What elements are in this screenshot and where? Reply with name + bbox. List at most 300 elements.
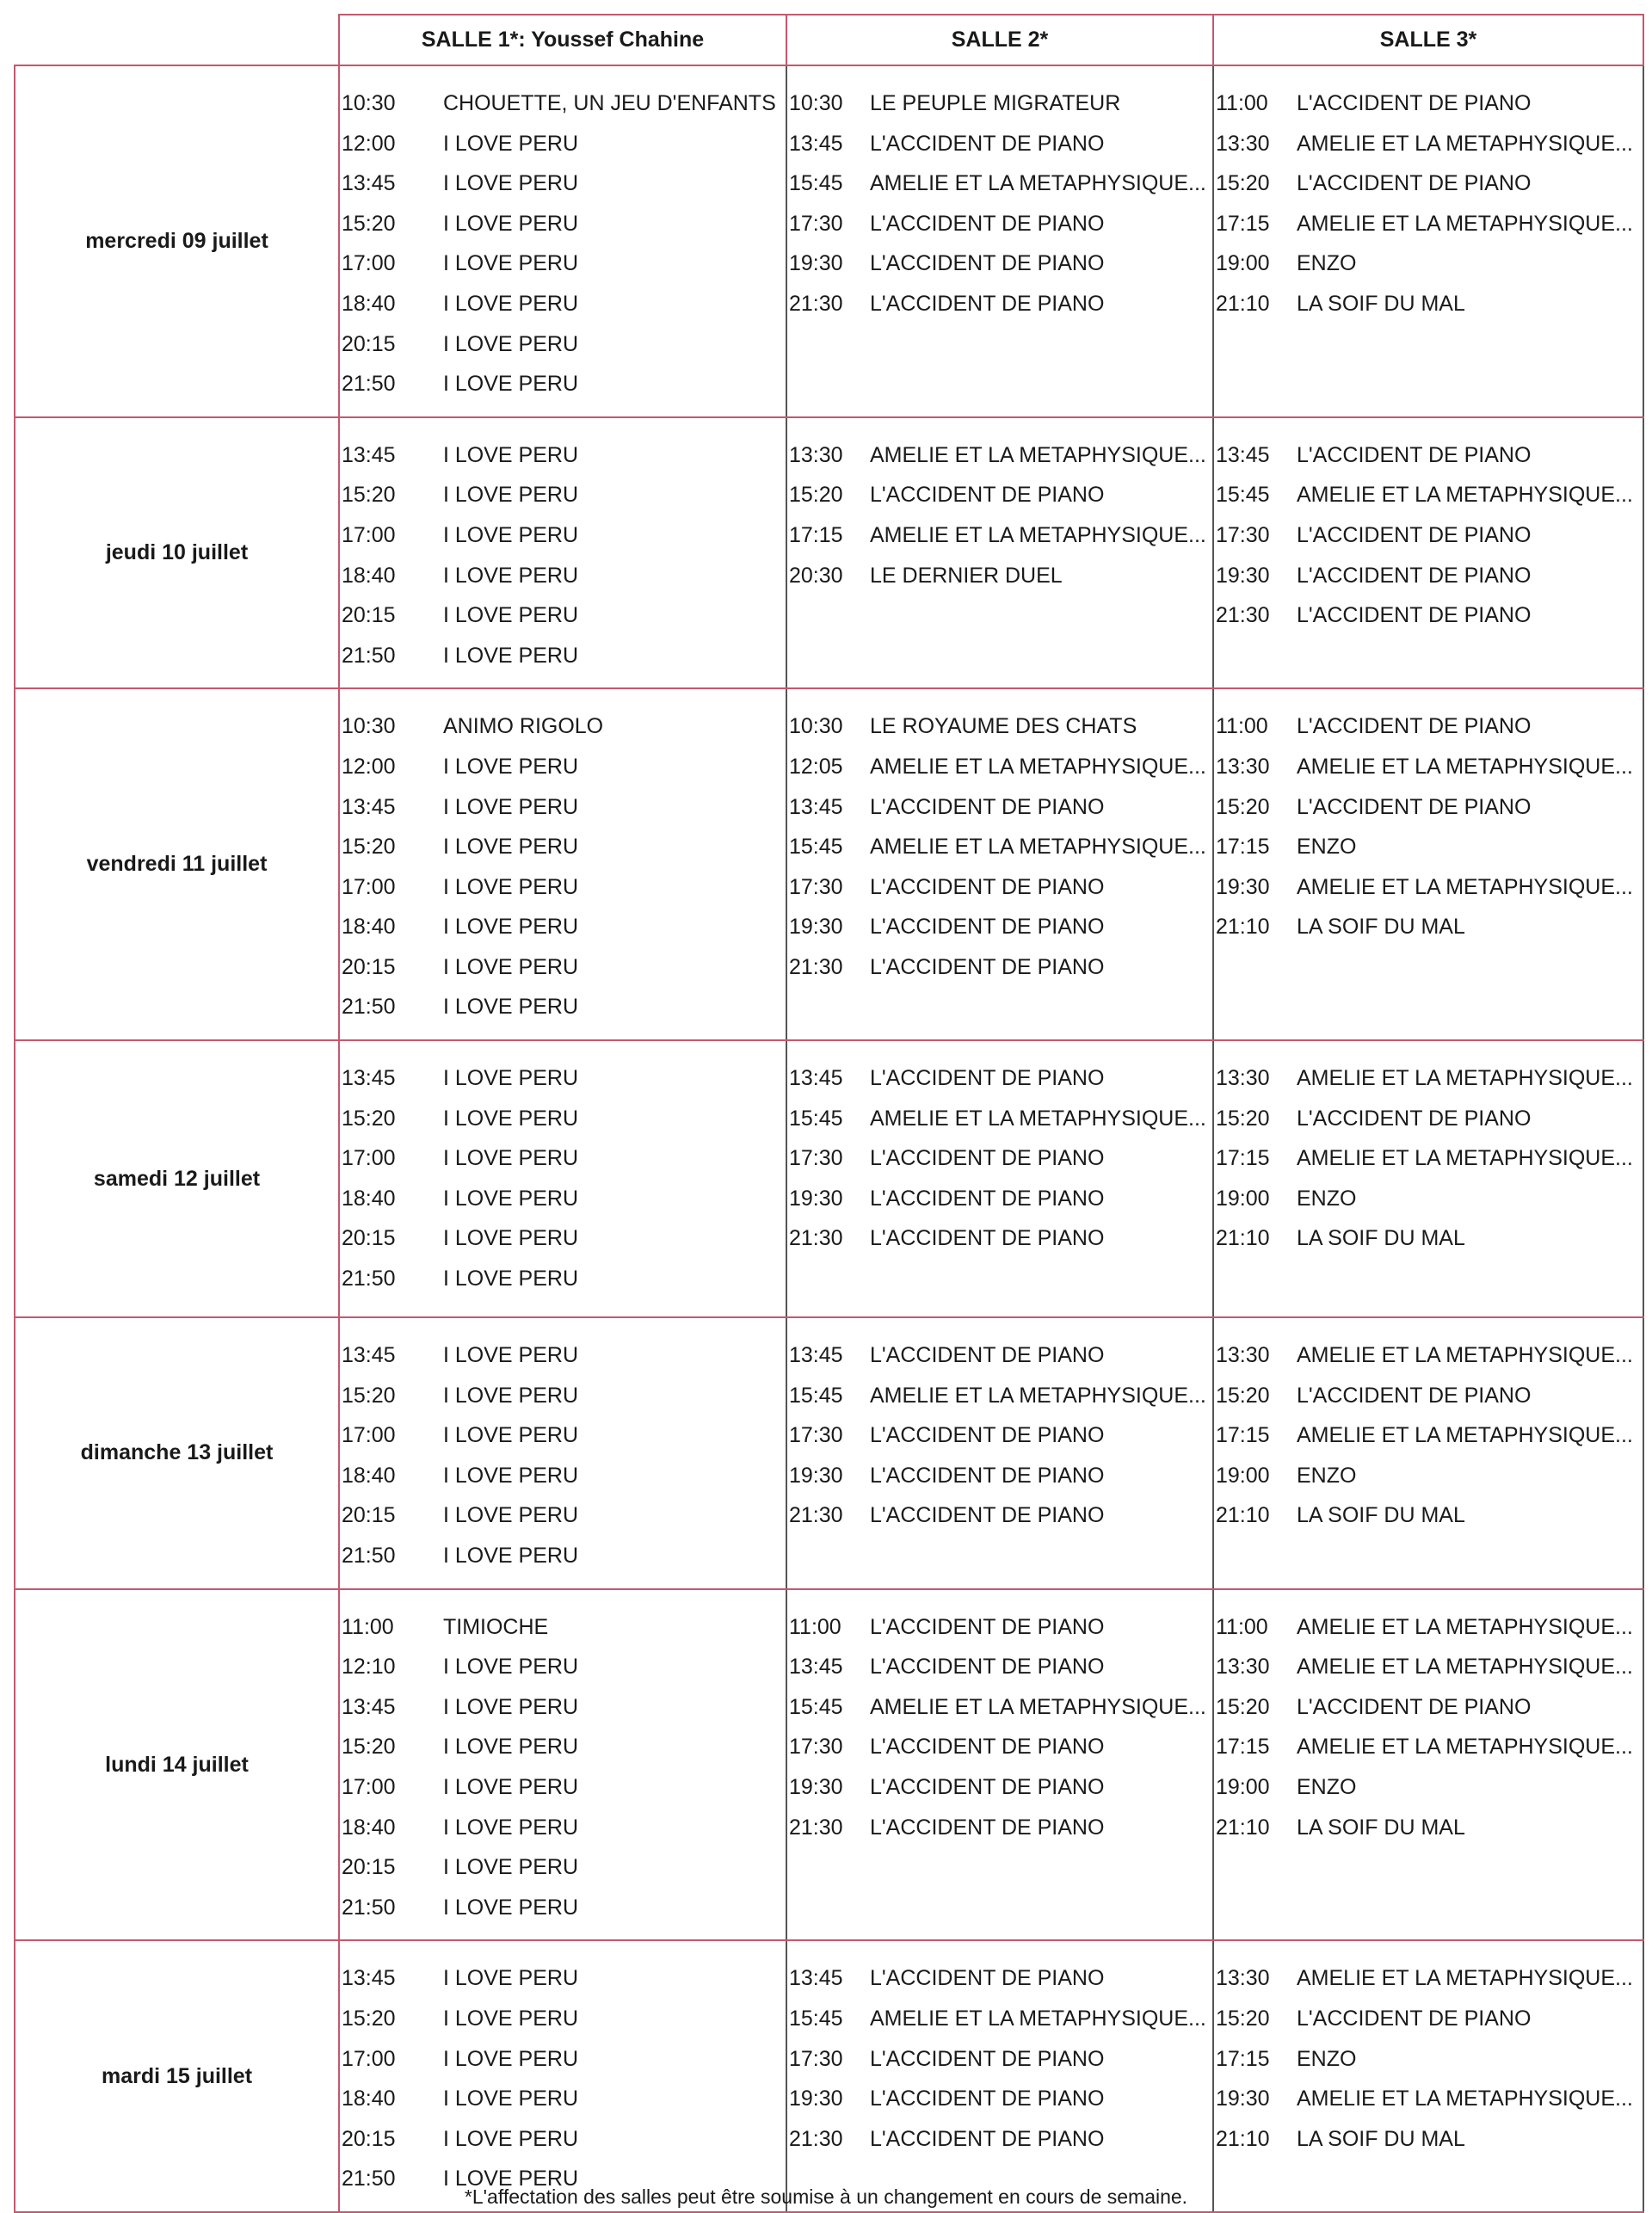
- film-title: I LOVE PERU: [443, 291, 578, 316]
- showtime-list: [787, 689, 1212, 999]
- showtime-item: [1214, 1767, 1643, 1808]
- film-title: I LOVE PERU: [443, 1855, 578, 1880]
- film-title: L'ACCIDENT DE PIANO: [870, 483, 1105, 508]
- film-title: L'ACCIDENT DE PIANO: [1297, 714, 1532, 739]
- showtime-time: 21:10: [1216, 2126, 1270, 2151]
- showtime-list: [1214, 689, 1643, 959]
- showtime-item: [1214, 1607, 1643, 1648]
- showtime-time: 15:45: [789, 1694, 843, 1719]
- showtime-item: [1214, 827, 1643, 867]
- film-title: I LOVE PERU: [443, 522, 578, 547]
- film-title: L'ACCIDENT DE PIANO: [1297, 522, 1532, 547]
- film-title: L'ACCIDENT DE PIANO: [870, 1966, 1105, 1991]
- film-title: ENZO: [1297, 2046, 1357, 2071]
- showtime-item: [787, 243, 1212, 284]
- showtime-time: 20:15: [342, 1503, 396, 1528]
- day-row: [15, 1317, 1643, 1589]
- showtime-item: [340, 2079, 786, 2119]
- showtime-item: [787, 1767, 1212, 1808]
- film-title: L'ACCIDENT DE PIANO: [1297, 1106, 1532, 1131]
- showtime-list: [1214, 1041, 1643, 1271]
- showtime-time: 20:15: [342, 954, 396, 979]
- showtime-list: [340, 1590, 786, 1940]
- showtime-item: [1214, 435, 1643, 476]
- showtime-time: 21:50: [342, 995, 396, 1020]
- showtime-item: [787, 1687, 1212, 1728]
- showtime-item: [340, 1607, 786, 1648]
- showtime-time: 17:30: [789, 874, 843, 899]
- showtime-item: [787, 1958, 1212, 1999]
- film-title: I LOVE PERU: [443, 1694, 578, 1719]
- showtime-item: [787, 435, 1212, 476]
- film-title: I LOVE PERU: [443, 1966, 578, 1991]
- showtime-time: 19:30: [789, 2087, 843, 2111]
- showtime-time: 12:05: [789, 754, 843, 779]
- film-title: AMELIE ET LA METAPHYSIQUE...: [1297, 1423, 1633, 1448]
- showtime-item: [340, 1999, 786, 2039]
- showtime-item: [787, 2079, 1212, 2119]
- showtime-time: 17:00: [342, 522, 396, 547]
- film-title: L'ACCIDENT DE PIANO: [870, 1614, 1105, 1639]
- showtime-time: 15:20: [1216, 1383, 1270, 1408]
- showtime-list: [340, 66, 786, 416]
- showtime-item: [340, 1456, 786, 1496]
- showtime-time: 21:30: [789, 954, 843, 979]
- showtime-list: [787, 1041, 1212, 1271]
- showtime-time: 13:30: [1216, 1343, 1270, 1368]
- showtime-item: [1214, 2039, 1643, 2080]
- film-title: I LOVE PERU: [443, 954, 578, 979]
- showtime-time: 15:20: [1216, 2006, 1270, 2031]
- showtime-list: [1214, 1318, 1643, 1548]
- showtime-item: [787, 515, 1212, 556]
- day-row: [15, 417, 1643, 689]
- film-title: AMELIE ET LA METAPHYSIQUE...: [870, 835, 1206, 860]
- showtime-time: 17:30: [789, 2046, 843, 2071]
- film-title: I LOVE PERU: [443, 1106, 578, 1131]
- film-title: L'ACCIDENT DE PIANO: [870, 131, 1105, 156]
- day-row: [15, 1589, 1643, 1941]
- showtime-item: [340, 706, 786, 747]
- film-title: I LOVE PERU: [443, 1267, 578, 1291]
- showtime-item: [340, 1138, 786, 1179]
- salle-1-cell: [339, 1940, 786, 2212]
- showtime-item: [1214, 1456, 1643, 1496]
- showtime-time: 19:30: [789, 251, 843, 276]
- day-label: dimanche 13 juillet: [15, 1317, 339, 1589]
- salle-3-cell: [1213, 1317, 1643, 1589]
- showtime-time: 13:30: [1216, 1655, 1270, 1680]
- film-title: AMELIE ET LA METAPHYSIQUE...: [1297, 2087, 1633, 2111]
- header-corner: [15, 15, 339, 65]
- salle-2-cell: [786, 1040, 1213, 1317]
- showtime-item: [340, 1888, 786, 1928]
- showtime-item: [340, 163, 786, 204]
- showtime-item: [1214, 747, 1643, 787]
- showtime-item: [1214, 243, 1643, 284]
- showtime-time: 17:00: [342, 1775, 396, 1799]
- showtime-item: [787, 907, 1212, 947]
- film-title: L'ACCIDENT DE PIANO: [870, 1815, 1105, 1840]
- showtime-item: [787, 83, 1212, 124]
- showtime-time: 17:30: [789, 1735, 843, 1760]
- showtime-time: 17:15: [789, 522, 843, 547]
- showtime-item: [787, 2039, 1212, 2080]
- showtime-time: 13:30: [789, 442, 843, 467]
- showtime-item: [787, 1138, 1212, 1179]
- showtime-item: [1214, 1218, 1643, 1259]
- showtime-item: [1214, 1138, 1643, 1179]
- film-title: L'ACCIDENT DE PIANO: [1297, 1694, 1532, 1719]
- film-title: ANIMO RIGOLO: [443, 714, 604, 739]
- film-title: I LOVE PERU: [443, 1503, 578, 1528]
- salle-3-cell: [1213, 688, 1643, 1040]
- showtime-item: [787, 1179, 1212, 1219]
- showtime-time: 11:00: [1216, 91, 1268, 115]
- showtime-time: 21:50: [342, 643, 396, 668]
- film-title: LE ROYAUME DES CHATS: [870, 714, 1137, 739]
- film-title: L'ACCIDENT DE PIANO: [870, 1735, 1105, 1760]
- showtime-item: [340, 947, 786, 988]
- showtime-time: 18:40: [342, 2087, 396, 2111]
- showtime-time: 18:40: [342, 1815, 396, 1840]
- film-title: I LOVE PERU: [443, 1463, 578, 1488]
- showtime-item: [787, 706, 1212, 747]
- showtime-time: 19:30: [789, 1186, 843, 1211]
- showtime-item: [340, 1058, 786, 1099]
- film-title: L'ACCIDENT DE PIANO: [1297, 442, 1532, 467]
- film-title: I LOVE PERU: [443, 1735, 578, 1760]
- showtime-time: 19:00: [1216, 1463, 1270, 1488]
- showtime-time: 12:00: [342, 131, 396, 156]
- showtime-time: 15:20: [1216, 794, 1270, 819]
- film-title: ENZO: [1297, 1463, 1357, 1488]
- showtime-time: 17:00: [342, 2046, 396, 2071]
- film-title: AMELIE ET LA METAPHYSIQUE...: [1297, 131, 1633, 156]
- showtime-time: 21:50: [342, 1544, 396, 1569]
- showtime-time: 20:15: [342, 603, 396, 628]
- film-title: LA SOIF DU MAL: [1297, 1226, 1465, 1251]
- film-title: L'ACCIDENT DE PIANO: [870, 794, 1105, 819]
- showtime-item: [340, 1647, 786, 1687]
- showtime-item: [340, 1847, 786, 1888]
- film-title: I LOVE PERU: [443, 1226, 578, 1251]
- film-title: L'ACCIDENT DE PIANO: [870, 2087, 1105, 2111]
- film-title: AMELIE ET LA METAPHYSIQUE...: [1297, 1966, 1633, 1991]
- film-title: L'ACCIDENT DE PIANO: [870, 1655, 1105, 1680]
- film-title: ENZO: [1297, 1775, 1357, 1799]
- showtime-time: 13:45: [789, 1966, 843, 1991]
- film-title: I LOVE PERU: [443, 2046, 578, 2071]
- showtime-time: 13:45: [342, 1966, 396, 1991]
- film-title: AMELIE ET LA METAPHYSIQUE...: [1297, 1343, 1633, 1368]
- showtime-item: [1214, 867, 1643, 908]
- showtime-time: 10:30: [789, 91, 843, 115]
- salle-2-cell: [786, 688, 1213, 1040]
- showtime-item: [1214, 1808, 1643, 1848]
- showtime-item: [340, 1335, 786, 1376]
- day-label: mardi 15 juillet: [15, 1940, 339, 2212]
- showtime-list: [340, 689, 786, 1039]
- film-title: I LOVE PERU: [443, 1544, 578, 1569]
- showtime-item: [340, 2119, 786, 2160]
- showtime-item: [1214, 907, 1643, 947]
- film-title: I LOVE PERU: [443, 483, 578, 508]
- film-title: I LOVE PERU: [443, 442, 578, 467]
- showtime-item: [787, 1456, 1212, 1496]
- day-row: [15, 65, 1643, 417]
- salle-1-cell: [339, 1589, 786, 1941]
- film-title: L'ACCIDENT DE PIANO: [1297, 794, 1532, 819]
- showtime-time: 17:00: [342, 874, 396, 899]
- showtime-item: [340, 556, 786, 596]
- film-title: L'ACCIDENT DE PIANO: [1297, 603, 1532, 628]
- showtime-time: 21:50: [342, 372, 396, 397]
- schedule-body: [15, 65, 1643, 2212]
- showtime-item: [1214, 1999, 1643, 2039]
- film-title: I LOVE PERU: [443, 1343, 578, 1368]
- showtime-time: 18:40: [342, 291, 396, 316]
- day-label: lundi 14 juillet: [15, 1589, 339, 1941]
- showtime-time: 19:00: [1216, 1186, 1270, 1211]
- showtime-item: [1214, 1495, 1643, 1536]
- film-title: CHOUETTE, UN JEU D'ENFANTS: [443, 91, 776, 115]
- film-title: L'ACCIDENT DE PIANO: [1297, 1383, 1532, 1408]
- film-title: AMELIE ET LA METAPHYSIQUE...: [870, 1694, 1206, 1719]
- showtime-item: [340, 364, 786, 404]
- film-title: L'ACCIDENT DE PIANO: [870, 1146, 1105, 1171]
- showtime-time: 21:10: [1216, 915, 1270, 940]
- film-title: I LOVE PERU: [443, 1895, 578, 1920]
- film-title: ENZO: [1297, 1186, 1357, 1211]
- film-title: L'ACCIDENT DE PIANO: [1297, 171, 1532, 196]
- showtime-item: [787, 1808, 1212, 1848]
- film-title: L'ACCIDENT DE PIANO: [870, 211, 1105, 236]
- film-title: TIMIOCHE: [443, 1614, 549, 1639]
- showtime-time: 17:15: [1216, 1735, 1270, 1760]
- film-title: LA SOIF DU MAL: [1297, 2126, 1465, 2151]
- salle-1-cell: [339, 417, 786, 689]
- showtime-item: [787, 124, 1212, 164]
- film-title: AMELIE ET LA METAPHYSIQUE...: [1297, 874, 1633, 899]
- film-title: I LOVE PERU: [443, 1383, 578, 1408]
- showtime-time: 13:30: [1216, 131, 1270, 156]
- showtime-time: 15:20: [1216, 1106, 1270, 1131]
- day-label: vendredi 11 juillet: [15, 688, 339, 1040]
- showtime-item: [1214, 124, 1643, 164]
- showtime-item: [1214, 163, 1643, 204]
- film-title: I LOVE PERU: [443, 995, 578, 1020]
- showtime-time: 17:15: [1216, 1146, 1270, 1171]
- film-title: L'ACCIDENT DE PIANO: [870, 251, 1105, 276]
- showtime-item: [787, 1727, 1212, 1767]
- showtime-time: 13:30: [1216, 1066, 1270, 1091]
- showtime-item: [787, 1058, 1212, 1099]
- showtime-list: [1214, 1590, 1643, 1860]
- film-title: I LOVE PERU: [443, 1186, 578, 1211]
- film-title: LA SOIF DU MAL: [1297, 915, 1465, 940]
- film-title: I LOVE PERU: [443, 2126, 578, 2151]
- film-title: L'ACCIDENT DE PIANO: [870, 1775, 1105, 1799]
- showtime-time: 15:20: [789, 483, 843, 508]
- showtime-item: [1214, 204, 1643, 244]
- showtime-item: [787, 163, 1212, 204]
- showtime-list: [1214, 1941, 1643, 2171]
- header-salle-3: SALLE 3*: [1213, 15, 1643, 65]
- showtime-item: [1214, 2119, 1643, 2160]
- showtime-item: [340, 636, 786, 676]
- showtime-time: 15:20: [342, 211, 396, 236]
- showtime-item: [340, 867, 786, 908]
- showtime-time: 21:30: [789, 1226, 843, 1251]
- showtime-time: 13:45: [342, 442, 396, 467]
- film-title: LA SOIF DU MAL: [1297, 1815, 1465, 1840]
- film-title: L'ACCIDENT DE PIANO: [870, 2046, 1105, 2071]
- showtime-item: [787, 556, 1212, 596]
- showtime-time: 11:00: [789, 1614, 841, 1639]
- showtime-item: [1214, 787, 1643, 828]
- showtime-item: [340, 747, 786, 787]
- showtime-time: 21:30: [789, 2126, 843, 2151]
- showtime-time: 21:30: [1216, 603, 1270, 628]
- showtime-time: 10:30: [342, 91, 396, 115]
- showtime-time: 13:45: [789, 1343, 843, 1368]
- film-title: I LOVE PERU: [443, 251, 578, 276]
- salle-2-cell: [786, 417, 1213, 689]
- showtime-item: [340, 1808, 786, 1848]
- showtime-time: 17:30: [789, 1146, 843, 1171]
- showtime-time: 17:30: [789, 211, 843, 236]
- showtime-time: 21:50: [342, 2167, 396, 2191]
- showtime-time: 15:20: [342, 483, 396, 508]
- showtime-time: 15:20: [342, 835, 396, 860]
- film-title: LE PEUPLE MIGRATEUR: [870, 91, 1121, 115]
- showtime-time: 17:30: [1216, 522, 1270, 547]
- film-title: I LOVE PERU: [443, 643, 578, 668]
- salle-2-cell: [786, 1589, 1213, 1941]
- showtime-time: 19:30: [1216, 874, 1270, 899]
- salle-3-cell: [1213, 65, 1643, 417]
- showtime-time: 13:45: [789, 1066, 843, 1091]
- salle-1-cell: [339, 1040, 786, 1317]
- showtime-time: 13:45: [1216, 442, 1270, 467]
- showtime-item: [340, 124, 786, 164]
- film-title: I LOVE PERU: [443, 2167, 578, 2191]
- showtime-time: 17:15: [1216, 1423, 1270, 1448]
- showtime-item: [1214, 1647, 1643, 1687]
- showtime-time: 18:40: [342, 915, 396, 940]
- showtime-item: [787, 1335, 1212, 1376]
- film-title: I LOVE PERU: [443, 1066, 578, 1091]
- showtime-list: [787, 66, 1212, 336]
- day-row: [15, 1040, 1643, 1317]
- showtime-item: [787, 867, 1212, 908]
- film-title: I LOVE PERU: [443, 372, 578, 397]
- showtime-time: 11:00: [1216, 714, 1268, 739]
- showtime-time: 20:30: [789, 563, 843, 588]
- showtime-item: [1214, 1335, 1643, 1376]
- showtime-item: [340, 1536, 786, 1576]
- film-title: I LOVE PERU: [443, 1423, 578, 1448]
- showtime-item: [1214, 1179, 1643, 1219]
- footnote: *L'affectation des salles peut être soumise à un changement en cours de semaine.: [464, 2185, 1188, 2208]
- showtime-time: 21:10: [1216, 291, 1270, 316]
- showtime-time: 19:00: [1216, 1775, 1270, 1799]
- showtime-item: [340, 1099, 786, 1139]
- film-title: L'ACCIDENT DE PIANO: [870, 954, 1105, 979]
- film-title: AMELIE ET LA METAPHYSIQUE...: [1297, 1066, 1633, 1091]
- showtime-item: [787, 827, 1212, 867]
- showtime-item: [1214, 706, 1643, 747]
- showtime-item: [1214, 1687, 1643, 1728]
- film-title: I LOVE PERU: [443, 171, 578, 196]
- film-title: AMELIE ET LA METAPHYSIQUE...: [1297, 1146, 1633, 1171]
- header-row: [15, 15, 1643, 65]
- showtime-item: [787, 1376, 1212, 1416]
- showtime-item: [787, 204, 1212, 244]
- film-title: I LOVE PERU: [443, 131, 578, 156]
- film-title: LE DERNIER DUEL: [870, 563, 1063, 588]
- film-title: AMELIE ET LA METAPHYSIQUE...: [870, 442, 1206, 467]
- showtime-item: [1214, 515, 1643, 556]
- film-title: I LOVE PERU: [443, 1146, 578, 1171]
- film-title: I LOVE PERU: [443, 2006, 578, 2031]
- showtime-time: 15:45: [789, 1106, 843, 1131]
- showtime-time: 15:20: [342, 1106, 396, 1131]
- showtime-time: 18:40: [342, 1186, 396, 1211]
- day-label: jeudi 10 juillet: [15, 417, 339, 689]
- film-title: I LOVE PERU: [443, 331, 578, 356]
- film-title: AMELIE ET LA METAPHYSIQUE...: [870, 1106, 1206, 1131]
- showtime-time: 20:15: [342, 2126, 396, 2151]
- showtime-list: [787, 1318, 1212, 1548]
- showtime-time: 15:45: [789, 2006, 843, 2031]
- showtime-time: 21:10: [1216, 1503, 1270, 1528]
- showtime-item: [787, 947, 1212, 988]
- film-title: L'ACCIDENT DE PIANO: [1297, 563, 1532, 588]
- film-title: L'ACCIDENT DE PIANO: [870, 874, 1105, 899]
- showtime-time: 20:15: [342, 1855, 396, 1880]
- showtime-item: [340, 324, 786, 365]
- day-label: samedi 12 juillet: [15, 1040, 339, 1317]
- showtime-item: [1214, 83, 1643, 124]
- showtime-item: [1214, 595, 1643, 636]
- showtime-item: [340, 204, 786, 244]
- film-title: I LOVE PERU: [443, 1655, 578, 1680]
- header-salle-2: SALLE 2*: [786, 15, 1213, 65]
- showtime-item: [787, 1218, 1212, 1259]
- film-title: AMELIE ET LA METAPHYSIQUE...: [1297, 483, 1633, 508]
- film-title: AMELIE ET LA METAPHYSIQUE...: [1297, 211, 1633, 236]
- showtime-item: [340, 1179, 786, 1219]
- film-title: I LOVE PERU: [443, 603, 578, 628]
- film-title: I LOVE PERU: [443, 915, 578, 940]
- showtime-time: 13:45: [789, 794, 843, 819]
- film-title: LA SOIF DU MAL: [1297, 291, 1465, 316]
- showtime-time: 21:10: [1216, 1226, 1270, 1251]
- film-title: I LOVE PERU: [443, 794, 578, 819]
- showtime-time: 13:45: [342, 1694, 396, 1719]
- film-title: L'ACCIDENT DE PIANO: [870, 1343, 1105, 1368]
- showtime-item: [340, 1687, 786, 1728]
- showtime-item: [340, 83, 786, 124]
- film-title: ENZO: [1297, 835, 1357, 860]
- salle-3-cell: [1213, 1589, 1643, 1941]
- showtime-item: [340, 1958, 786, 1999]
- showtime-item: [1214, 1727, 1643, 1767]
- film-title: I LOVE PERU: [443, 211, 578, 236]
- showtime-list: [340, 1041, 786, 1311]
